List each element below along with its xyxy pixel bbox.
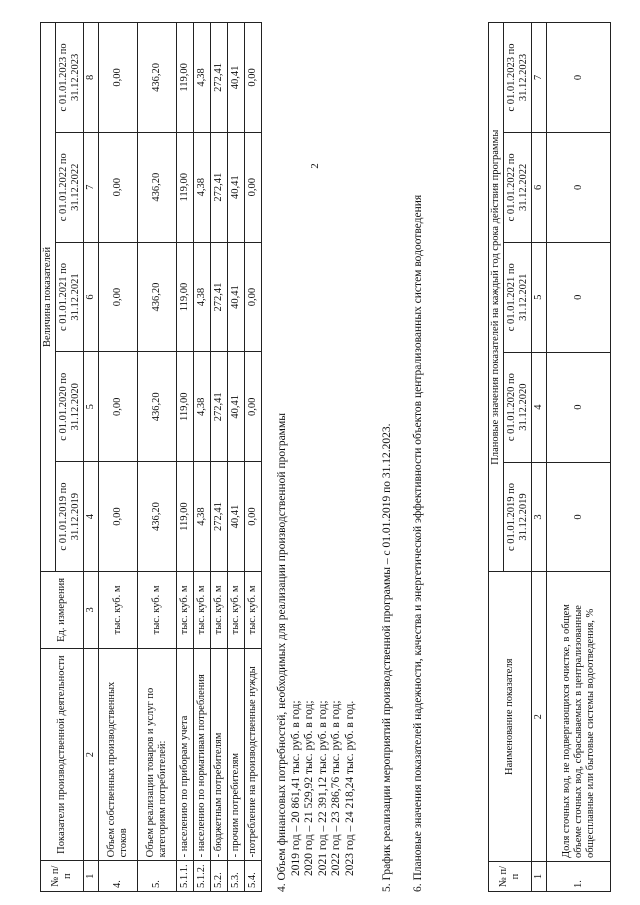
row-value: 0 [547,352,611,462]
row-num: 4. [99,861,138,892]
section-heading: 4. Объем финансовых потребностей, необходимых для реализации производственной программы [276,413,288,892]
row-value: 40,41 [228,23,245,133]
row-unit: тыс. куб. м [177,571,194,648]
financial-line: 2020 год – 21 529,92 тыс. руб. в год; [303,700,315,876]
period-header: с 01.01.2023 по 31.12.2023 [504,23,532,133]
col-number: 7 [532,23,547,133]
row-name: -потребление на производственные нужды [245,648,262,861]
row-num: 1. [547,862,611,892]
table-row [228,23,245,892]
row-name: Объем реализации товаров и услуг по категориям потребителей: [138,648,177,861]
row-value: 436,20 [138,352,177,462]
financial-needs-section [276,32,357,892]
row-value: 272,41 [211,352,228,462]
row-num: 5.2. [211,861,228,892]
col-number: 5 [532,242,547,352]
planned-indicators-table [488,22,611,892]
col-number: 6 [532,132,547,242]
row-value: 119,00 [177,242,194,352]
table-row [245,23,262,892]
row-value: 436,20 [138,132,177,242]
period-header: с 01.01.2019 по 31.12.2019 [504,462,532,572]
schedule-section: 5. График реализации мероприятий производственной программы – с 01.01.2019 по 31.12.2023. [381,423,393,892]
row-num: 5.3. [228,861,245,892]
row-value: 119,00 [177,132,194,242]
row-unit: тыс. куб. м [211,571,228,648]
table-row [138,23,177,892]
row-value: 0,00 [99,23,138,133]
row-value: 0,00 [245,462,262,572]
row-unit: тыс. куб. м [228,571,245,648]
col-number: 1 [84,861,99,892]
row-value: 4,38 [194,132,211,242]
col-number: 2 [84,648,99,861]
row-value: 119,00 [177,23,194,133]
row-value: 0 [547,23,611,133]
col-header-indicator: Показатели производственной деятельности [41,648,84,861]
row-value: 0,00 [245,23,262,133]
col-number: 2 [532,572,547,862]
row-value: 436,20 [138,462,177,572]
financial-line: 2023 год – 24 218,24 тыс. руб. в год. [343,700,356,876]
row-name: - прочим потребителям [228,648,245,861]
row-value: 0,00 [99,242,138,352]
row-num: 5. [138,861,177,892]
page-number: 2 [308,163,321,169]
row-value: 0,00 [245,242,262,352]
row-value: 436,20 [138,23,177,133]
period-header: с 01.01.2022 по 31.12.2022 [56,132,84,242]
col-number: 6 [84,242,99,352]
col-number: 3 [532,462,547,572]
production-indicators-table [40,22,262,892]
row-unit: тыс. куб. м [194,571,211,648]
period-header: с 01.01.2020 по 31.12.2020 [504,352,532,462]
row-value: 40,41 [228,462,245,572]
row-value: 4,38 [194,242,211,352]
table-row [194,23,211,892]
col-number: 8 [84,23,99,133]
row-value: 0,00 [99,352,138,462]
row-value: 119,00 [177,462,194,572]
row-value: 4,38 [194,352,211,462]
row-unit: тыс. куб. м [245,571,262,648]
col-header-values-group: Величина показателей [41,23,56,572]
row-unit: тыс. куб. м [138,571,177,648]
row-value: 0 [547,132,611,242]
financial-line: 2019 год – 20 861,41 тыс. руб. в год; [289,700,302,876]
col-header-name: Наименование показателя [489,572,532,862]
row-value: 272,41 [211,462,228,572]
row-value: 272,41 [211,132,228,242]
row-value: 40,41 [228,132,245,242]
row-value: 0,00 [245,352,262,462]
col-number: 4 [532,352,547,462]
row-num: 5.1.2. [194,861,211,892]
indicators-section-heading: 6. Плановые значения показателей надежности, качества и энергетической эффективности объектов централизованных систем водоотведения [412,194,424,892]
col-header-plan-group: Плановые значения показателей на каждый год срока действия программы [489,23,504,572]
period-header: с 01.01.2019 по 31.12.2019 [56,462,84,572]
table-row [99,23,138,892]
row-value: 0,00 [99,462,138,572]
period-header: с 01.01.2021 по 31.12.2021 [504,242,532,352]
rotated-page-content [40,12,640,892]
col-number: 7 [84,132,99,242]
col-number: 5 [84,352,99,462]
row-name: Доля сточных вод, не подвергающихся очистке, в общем объеме сточных вод, сбрасываемых в централизованные общесплавные или бытовые системы водоотведения, % [547,572,611,862]
col-header-num: № п/п [489,862,532,892]
row-name: Объем собственных производственных стоков [99,648,138,861]
table-row [211,23,228,892]
financial-line: 2021 год – 22 391,12 тыс. руб. в год; [316,700,329,876]
row-value: 0 [547,242,611,352]
row-num: 5.1.1. [177,861,194,892]
row-value: 436,20 [138,242,177,352]
row-value: 40,41 [228,352,245,462]
row-value: 0,00 [99,132,138,242]
row-unit: тыс. куб. м [99,571,138,648]
row-name: - населению по нормативам потребления [194,648,211,861]
period-header: с 01.01.2021 по 31.12.2021 [56,242,84,352]
row-value: 119,00 [177,352,194,462]
row-value: 4,38 [194,23,211,133]
period-header: с 01.01.2020 по 31.12.2020 [56,352,84,462]
financial-line: 2022 год – 23 286,76 тыс. руб. в год; [330,700,342,876]
period-header: с 01.01.2022 по 31.12.2022 [504,132,532,242]
col-header-unit: Ед. измерения [41,571,84,648]
col-header-num: № п/п [41,861,84,892]
row-value: 272,41 [211,23,228,133]
row-value: 40,41 [228,242,245,352]
period-header: с 01.01.2023 по 31.12.2023 [56,23,84,133]
table-row [177,23,194,892]
col-number: 4 [84,462,99,572]
col-number: 1 [532,862,547,892]
row-value: 0,00 [245,132,262,242]
col-number: 3 [84,571,99,648]
table-row [547,23,611,892]
row-name: - населению по приборам учета [177,648,194,861]
row-value: 272,41 [211,242,228,352]
row-value: 0 [547,462,611,572]
row-name: - бюджетным потребителям [211,648,228,861]
row-num: 5.4. [245,861,262,892]
row-value: 4,38 [194,462,211,572]
